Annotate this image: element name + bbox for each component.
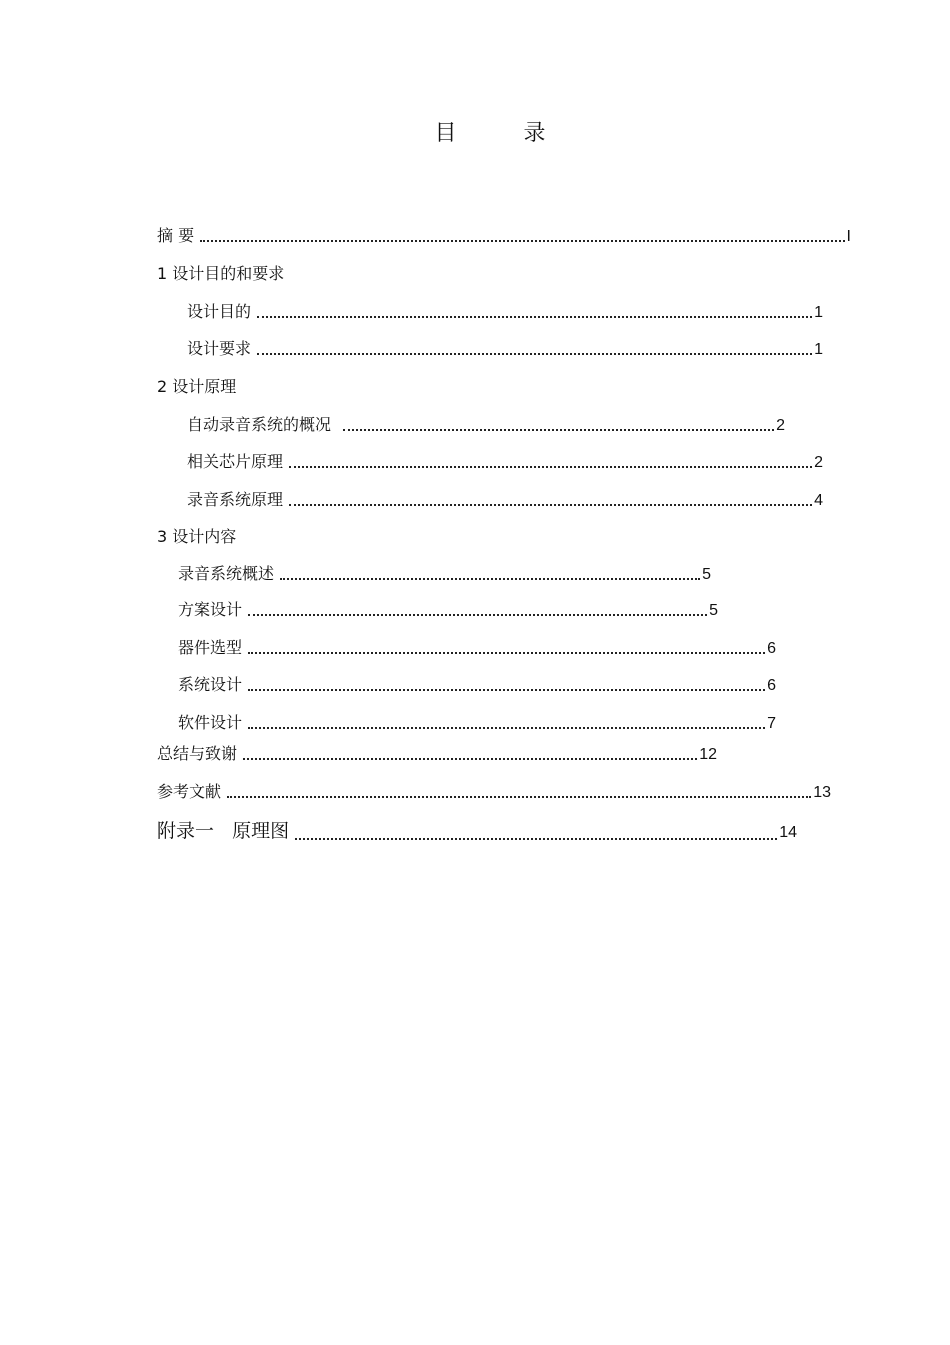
dot-leader (280, 578, 700, 580)
dot-leader (248, 652, 765, 654)
toc-entry-chapter-3[interactable] (157, 527, 236, 547)
toc-entry-2-1[interactable] (187, 415, 785, 436)
toc-label: 摘 要 (157, 226, 195, 245)
dot-leader (243, 758, 697, 760)
toc-entry-1-1[interactable] (187, 302, 823, 323)
toc-label: 软件设计 (178, 713, 243, 732)
toc-label: 附录一 原理图 (157, 820, 290, 842)
toc-page-number: 12 (699, 746, 717, 763)
toc-entry-3-5[interactable] (178, 713, 776, 734)
toc-page-number: 6 (767, 640, 776, 657)
toc-page-number: 4 (814, 492, 823, 509)
toc-page-number: 7 (767, 715, 776, 732)
dot-leader (343, 429, 774, 431)
dot-leader (248, 614, 707, 616)
toc-entry-3-1[interactable] (178, 564, 711, 585)
toc-label: 系统设计 (178, 675, 243, 694)
toc-label: 1 设计目的和要求 (157, 264, 285, 283)
toc-label: 自动录音系统的概况 (187, 415, 332, 434)
toc-page-number: 13 (813, 784, 831, 801)
toc-label: 设计要求 (187, 339, 252, 358)
toc-entry-3-3[interactable] (178, 638, 776, 659)
toc-title: 目 录 (434, 121, 576, 146)
toc-entry-chapter-1[interactable] (157, 264, 284, 284)
toc-label: 录音系统原理 (187, 490, 284, 509)
dot-leader (248, 689, 765, 691)
toc-label: 参考文献 (157, 782, 222, 801)
toc-entry-2-3[interactable] (187, 490, 823, 511)
dot-leader (289, 504, 812, 506)
toc-entry-references[interactable] (157, 782, 831, 803)
toc-label: 器件选型 (178, 638, 243, 657)
dot-leader (295, 838, 777, 840)
toc-page-number: 5 (709, 602, 718, 619)
toc-entry-abstract[interactable] (157, 226, 851, 247)
toc-label: 录音系统概述 (178, 564, 275, 583)
toc-entry-1-2[interactable] (187, 339, 823, 360)
toc-entry-appendix[interactable] (157, 819, 797, 845)
toc-entry-3-2[interactable] (178, 600, 718, 621)
toc-page-number: 2 (814, 454, 823, 471)
dot-leader (257, 353, 812, 355)
toc-label: 设计目的 (187, 302, 252, 321)
toc-page-number: I (846, 228, 851, 245)
toc-label: 方案设计 (178, 600, 243, 619)
dot-leader (200, 240, 844, 242)
toc-page-number: 1 (814, 304, 823, 321)
toc-page-number: 14 (779, 824, 797, 841)
toc-label: 3 设计内容 (157, 527, 237, 546)
toc-label: 2 设计原理 (157, 377, 237, 396)
toc-entry-2-2[interactable] (187, 452, 823, 473)
toc-page-number: 1 (814, 341, 823, 358)
dot-leader (227, 796, 811, 798)
toc-label: 相关芯片原理 (187, 452, 284, 471)
toc-entry-chapter-2[interactable] (157, 377, 236, 397)
dot-leader (257, 316, 812, 318)
dot-leader (289, 466, 812, 468)
dot-leader (248, 727, 765, 729)
toc-entry-3-4[interactable] (178, 675, 776, 696)
toc-page-number: 6 (767, 677, 776, 694)
toc-label: 总结与致谢 (157, 744, 238, 763)
toc-page-number: 5 (702, 566, 711, 583)
toc-entry-summary[interactable] (157, 744, 717, 765)
toc-page-number: 2 (776, 417, 785, 434)
